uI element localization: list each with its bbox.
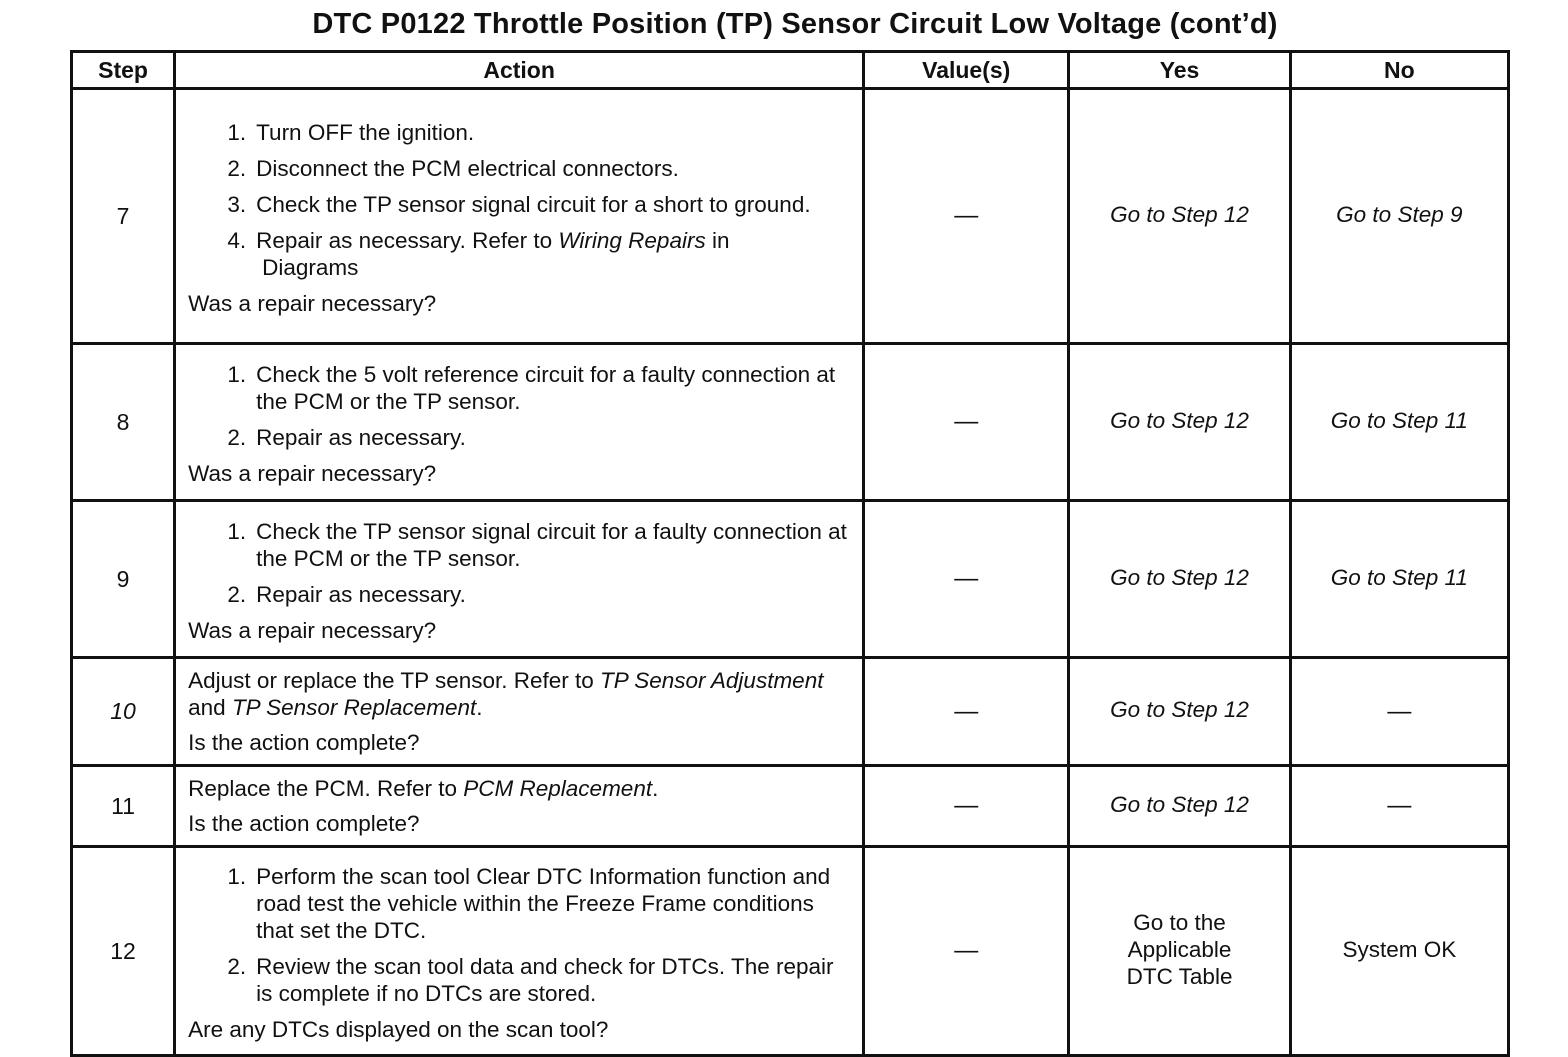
reference-link: TP Sensor Replacement	[231, 695, 477, 720]
action-steps	[188, 361, 852, 451]
header-no: No	[1290, 52, 1508, 89]
step-number: 10	[72, 658, 175, 766]
step-text: Check the TP sensor signal circuit for a faulty connection at the PCM or the TP sensor.	[256, 519, 847, 571]
action-cell	[175, 89, 864, 344]
step-index: 1.	[227, 519, 247, 544]
header-action: Action	[175, 52, 864, 89]
action-cell	[175, 847, 864, 1056]
step-text: Repair as necessary.	[256, 582, 466, 607]
header-values: Value(s)	[864, 52, 1069, 89]
no-cell: Go to Step 9	[1290, 89, 1508, 344]
no-cell: System OK	[1290, 847, 1508, 1056]
step-text: Disconnect the PCM electrical connectors.	[256, 156, 679, 181]
no-cell: —	[1290, 658, 1508, 766]
question-text: Is the action complete?	[188, 811, 420, 836]
yes-cell: Go to Step 12	[1069, 344, 1290, 501]
step-text: Check the TP sensor signal circuit for a short to ground.	[256, 192, 811, 217]
step-index: 1.	[227, 120, 247, 145]
step-index: 2.	[227, 954, 247, 979]
yes-cell: Go to the Applicable DTC Table	[1069, 847, 1290, 1056]
action-cell	[175, 658, 864, 766]
step-index: 4.	[227, 228, 247, 253]
action-text-part: .	[652, 776, 659, 801]
action-cell	[175, 344, 864, 501]
value-cell: —	[864, 766, 1069, 847]
reference-link: Wiring Repairs	[558, 228, 706, 253]
step-text: Review the scan tool data and check for DTCs. The repair is complete if no DTCs are stored.	[256, 954, 834, 1006]
action-steps	[188, 119, 852, 281]
question-text: Was a repair necessary?	[188, 291, 437, 316]
table-row-step-11	[72, 766, 1509, 847]
action-step	[188, 155, 852, 182]
header-yes: Yes	[1069, 52, 1290, 89]
header-step: Step	[72, 52, 175, 89]
action-text-part: .	[476, 695, 483, 720]
step-text: Repair as necessary.	[256, 425, 466, 450]
value-cell: —	[864, 658, 1069, 766]
value-cell: —	[864, 89, 1069, 344]
question-text: Are any DTCs displayed on the scan tool?	[188, 1017, 609, 1042]
step-index: 2.	[227, 582, 247, 607]
action-step	[188, 863, 852, 944]
yes-cell: Go to Step 12	[1069, 658, 1290, 766]
action-step	[188, 953, 852, 1007]
step-index: 1.	[227, 362, 247, 387]
step-text-part: Repair as necessary. Refer to	[256, 228, 559, 253]
step-text: Check the 5 volt reference circuit for a faulty connection at the PCM or the TP sensor.	[256, 362, 836, 414]
question-text: Was a repair necessary?	[188, 461, 437, 486]
step-text-part: in	[705, 228, 730, 253]
action-cell	[175, 501, 864, 658]
yes-cell: Go to Step 12	[1069, 501, 1290, 658]
value-cell: —	[864, 501, 1069, 658]
action-text-part: Adjust or replace the TP sensor. Refer to	[188, 668, 601, 693]
step-text	[256, 227, 852, 281]
page-title: DTC P0122 Throttle Position (TP) Sensor Circuit Low Voltage (cont’d)	[312, 8, 1278, 40]
table-row-step-7	[72, 89, 1509, 344]
action-step	[188, 424, 852, 451]
step-index: 2.	[227, 156, 247, 181]
action-step	[188, 361, 852, 415]
yes-cell: Go to Step 12	[1069, 89, 1290, 344]
action-cell	[175, 766, 864, 847]
table-row-step-10	[72, 658, 1509, 766]
step-text-part: Diagrams	[262, 255, 359, 280]
no-cell: Go to Step 11	[1290, 501, 1508, 658]
step-text: Turn OFF the ignition.	[256, 120, 475, 145]
question-text: Is the action complete?	[188, 730, 420, 755]
step-number: 8	[72, 344, 175, 501]
question-text: Was a repair necessary?	[188, 618, 437, 643]
table-row-step-8	[72, 344, 1509, 501]
step-index: 2.	[227, 425, 247, 450]
header-row	[72, 52, 1509, 89]
step-index: 1.	[227, 864, 247, 889]
yes-cell: Go to Step 12	[1069, 766, 1290, 847]
reference-link: TP Sensor Adjustment	[600, 668, 824, 693]
action-steps	[188, 518, 852, 608]
reference-link: PCM Replacement	[463, 776, 653, 801]
value-cell: —	[864, 344, 1069, 501]
action-text	[188, 667, 852, 721]
value-cell: —	[864, 847, 1069, 1056]
action-step	[188, 581, 852, 608]
action-step	[188, 119, 852, 146]
action-steps	[188, 863, 852, 1007]
no-cell: Go to Step 11	[1290, 344, 1508, 501]
diagnostic-table	[70, 50, 1510, 1057]
step-index: 3.	[227, 192, 247, 217]
action-step	[188, 191, 852, 218]
step-number: 12	[72, 847, 175, 1056]
action-step	[188, 227, 852, 281]
action-text	[188, 775, 852, 802]
step-text: Perform the scan tool Clear DTC Information function and road test the vehicle within the Freeze Frame conditions that set the DTC.	[256, 864, 831, 943]
action-text-part: Replace the PCM. Refer to	[188, 776, 464, 801]
no-cell: —	[1290, 766, 1508, 847]
action-step	[188, 518, 852, 572]
step-number: 7	[72, 89, 175, 344]
table-row-step-9	[72, 501, 1509, 658]
table-row-step-12	[72, 847, 1509, 1056]
action-text-part: and	[188, 695, 232, 720]
step-number: 9	[72, 501, 175, 658]
step-number: 11	[72, 766, 175, 847]
